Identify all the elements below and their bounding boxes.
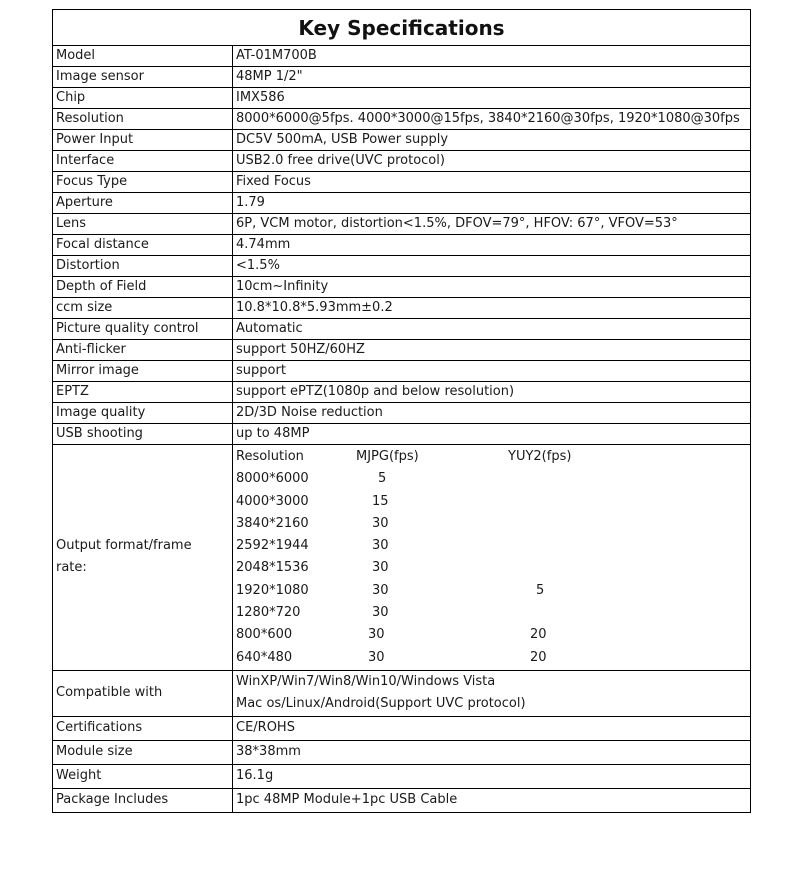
spec-value: up to 48MP: [233, 424, 751, 445]
spec-label: Lens: [53, 214, 233, 235]
output-format-header: YUY2(fps): [508, 449, 572, 464]
key-specifications-table: [52, 9, 751, 813]
spec-value: 10.8*10.8*5.93mm±0.2: [233, 298, 751, 319]
output-format-mjpg: 30: [372, 538, 389, 554]
spec-row-depth-of-field: [53, 277, 751, 298]
output-format-mjpg: 30: [372, 605, 389, 621]
output-format-mjpg: 30: [372, 560, 389, 576]
output-format-mjpg: 30: [372, 582, 389, 598]
spec-row-compatible-with: [53, 670, 751, 716]
spec-label: Model: [53, 46, 233, 67]
spec-value: Automatic: [233, 319, 751, 340]
spec-row-weight: [53, 764, 751, 788]
output-format-resolution: 1280*720: [236, 605, 301, 621]
spec-value: Fixed Focus: [233, 172, 751, 193]
output-format-yuy2: [508, 602, 628, 624]
output-format-mjpg: 15: [372, 493, 389, 509]
output-format-resolution: 8000*6000: [236, 471, 309, 487]
spec-row-focus-type: [53, 172, 751, 193]
spec-row-distortion: [53, 256, 751, 277]
spec-row-certifications: [53, 716, 751, 740]
spec-label: ccm size: [53, 298, 233, 319]
compatible-line1: WinXP/Win7/Win8/Win10/Windows Vista: [236, 673, 496, 689]
spec-row-module-size: [53, 740, 751, 764]
spec-value: support: [233, 361, 751, 382]
spec-value: 10cm~Infinity: [233, 277, 751, 298]
spec-label: Mirror image: [53, 361, 233, 382]
spec-value: 16.1g: [233, 764, 751, 788]
spec-label: Image sensor: [53, 67, 233, 88]
output-format-grid-cell: [233, 445, 751, 671]
spec-label: Distortion: [53, 256, 233, 277]
spec-value: CE/ROHS: [233, 716, 751, 740]
output-format-grid: [236, 446, 750, 669]
spec-value: 8000*6000@5fps. 4000*3000@15fps, 3840*2160@30fps, 1920*1080@30fps: [233, 109, 751, 130]
spec-row-mirror-image: [53, 361, 751, 382]
compatible-line2: Mac os/Linux/Android(Support UVC protocol): [236, 696, 526, 712]
output-format-resolution: 2592*1944: [236, 538, 309, 554]
spec-label: Compatible with: [53, 670, 233, 716]
output-format-yuy2: [508, 535, 628, 557]
spec-value: 1.79: [233, 193, 751, 214]
output-format-resolution: 800*600: [236, 627, 293, 643]
output-format-yuy2: [508, 513, 628, 535]
spec-row-ccm-size: [53, 298, 751, 319]
spec-row-anti-flicker: [53, 340, 751, 361]
spec-row-chip: [53, 88, 751, 109]
output-format-header: Resolution: [236, 449, 304, 464]
spec-label: Picture quality control: [53, 319, 233, 340]
output-format-label-line2: rate:: [56, 560, 87, 576]
spec-label: USB shooting: [53, 424, 233, 445]
output-format-yuy2: [508, 557, 628, 579]
spec-value: 48MP 1/2": [233, 67, 751, 88]
output-format-resolution: 2048*1536: [236, 560, 309, 576]
spec-label: EPTZ: [53, 382, 233, 403]
output-format-resolution: 4000*3000: [236, 493, 309, 509]
spec-value: USB2.0 free drive(UVC protocol): [233, 151, 751, 172]
spec-label: Certifications: [53, 716, 233, 740]
spec-value: support 50HZ/60HZ: [233, 340, 751, 361]
spec-label: Aperture: [53, 193, 233, 214]
spec-label: Focal distance: [53, 235, 233, 256]
spec-label: Package Includes: [53, 788, 233, 812]
spec-label: Depth of Field: [53, 277, 233, 298]
spec-value: 1pc 48MP Module+1pc USB Cable: [233, 788, 751, 812]
output-format-mjpg: 30: [368, 649, 385, 665]
output-format-mjpg: 30: [372, 515, 389, 531]
spec-value: 4.74mm: [233, 235, 751, 256]
spec-label: Image quality: [53, 403, 233, 424]
spec-label: Resolution: [53, 109, 233, 130]
output-format-label-line1: Output format/frame: [56, 538, 192, 554]
spec-value: support ePTZ(1080p and below resolution): [233, 382, 751, 403]
spec-value: 2D/3D Noise reduction: [233, 403, 751, 424]
spec-value: 38*38mm: [233, 740, 751, 764]
spec-label: Power Input: [53, 130, 233, 151]
spec-row-model: [53, 46, 751, 67]
spec-row-output-format: [53, 445, 751, 671]
spec-label: Anti-flicker: [53, 340, 233, 361]
spec-label: Module size: [53, 740, 233, 764]
output-format-resolution: 3840*2160: [236, 515, 309, 531]
output-format-yuy2: 20: [530, 649, 547, 665]
spec-label: Chip: [53, 88, 233, 109]
spec-row-image-quality: [53, 403, 751, 424]
spec-label: Interface: [53, 151, 233, 172]
output-format-resolution: 640*480: [236, 649, 293, 665]
output-format-yuy2: [508, 468, 628, 490]
spec-label: [53, 445, 233, 671]
output-format-resolution: 1920*1080: [236, 582, 309, 598]
spec-row-focal-distance: [53, 235, 751, 256]
spec-row-interface: [53, 151, 751, 172]
spec-row-resolution: [53, 109, 751, 130]
output-format-yuy2: 20: [530, 627, 547, 643]
spec-value: [233, 670, 751, 716]
table-title: Key Specifications: [53, 10, 751, 46]
spec-value: DC5V 500mA, USB Power supply: [233, 130, 751, 151]
spec-row-image-sensor: [53, 67, 751, 88]
spec-label: Weight: [53, 764, 233, 788]
spec-value: IMX586: [233, 88, 751, 109]
output-format-yuy2: 5: [536, 582, 545, 598]
output-format-yuy2: [508, 491, 628, 513]
spec-value: AT-01M700B: [233, 46, 751, 67]
spec-value: <1.5%: [233, 256, 751, 277]
spec-row-eptz: [53, 382, 751, 403]
output-format-mjpg: 30: [368, 627, 385, 643]
output-format-mjpg: 5: [378, 471, 387, 487]
spec-row-usb-shooting: [53, 424, 751, 445]
spec-label: Focus Type: [53, 172, 233, 193]
spec-row-lens: [53, 214, 751, 235]
spec-row-power-input: [53, 130, 751, 151]
spec-row-package-includes: [53, 788, 751, 812]
spec-value: 6P, VCM motor, distortion<1.5%, DFOV=79°, HFOV: 67°, VFOV=53°: [233, 214, 751, 235]
spec-row-aperture: [53, 193, 751, 214]
spec-row-picture-quality-control: [53, 319, 751, 340]
output-format-header: MJPG(fps): [356, 449, 419, 464]
